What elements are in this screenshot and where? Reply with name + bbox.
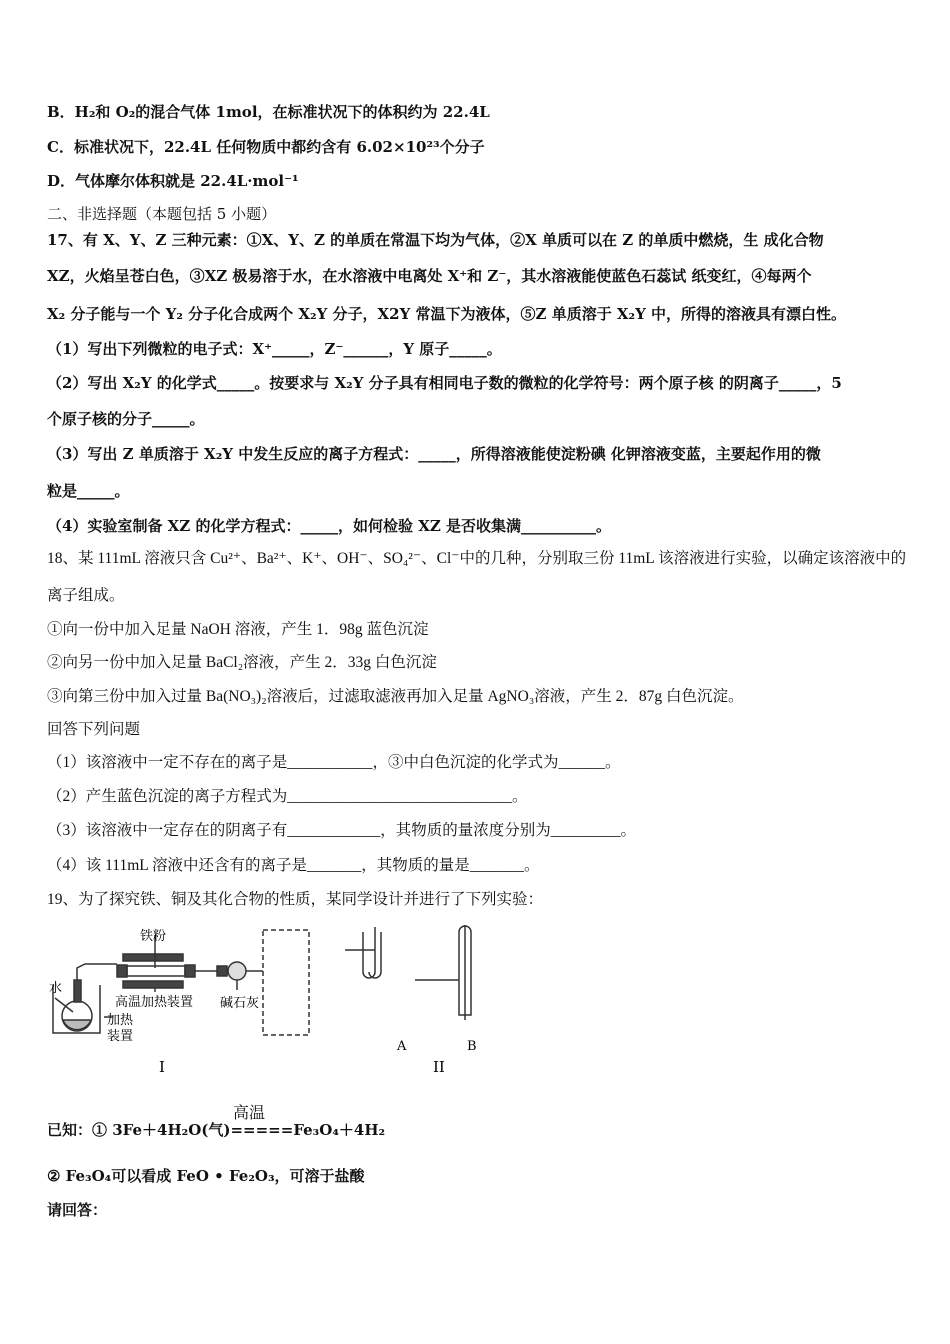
label-tube-b: B [467,1039,477,1054]
q18-part2: （2）产生蓝色沉淀的离子方程式为_____________________________。 [47,788,528,805]
label-figure-1: I [159,1058,165,1076]
please-answer: 请回答： [47,1201,108,1219]
q18-experiment2: ②向另一份中加入足量 BaCl₂溶液，产生 2．33g 白色沉淀 [47,654,437,671]
q17-line2: XZ，火焰呈苍白色，③XZ 极易溶于水，在水溶液中电离处 X⁺和 Z⁻，其水溶液能使蓝色石蕊试 纸变红，④每两个 [47,267,812,285]
q18-part4: （4）该 111mL 溶液中还含有的离子是_______，其物质的量是_______。 [47,857,540,874]
section-heading: 二、非选择题（本题包括 5 小题） [47,205,277,223]
label-furnace: 高温加热装置 [115,995,194,1010]
q18-experiment1: ①向一份中加入足量 NaOH 溶液，产生 1．98g 蓝色沉淀 [47,621,429,638]
q17-line1: 17、有 X、Y、Z 三种元素：①X、Y、Z 的单质在常温下均为气体，②X 单质可以在 Z 的单质中燃烧，生 成化合物 [47,231,824,249]
label-tube-a: A [397,1039,407,1054]
q17-part2-line1: （2）写出 X₂Y 的化学式_____。按要求与 X₂Y 分子具有相同电子数的微粒的化学符号：两个原子核 的阴离子_____，5 [47,374,842,392]
option-b: B．H₂和 O₂的混合气体 1mol，在标准状况下的体积约为 22.4L [47,103,490,121]
q17-part4: （4）实验室制备 XZ 的化学方程式：_____，如何检验 XZ 是否收集满__________。 [47,517,612,535]
q18-line1: 18、某 111mL 溶液只含 Cu²⁺、Ba²⁺、K⁺、OH⁻、SO₄²⁻、Cl⁻中的几种，分别取三份 11mL 该溶液进行实验，以确定该溶液中的 [47,550,907,567]
q18-part3: （3）该溶液中一定存在的阴离子有____________，其物质的量浓度分别为_________。 [47,822,637,839]
known-fact-2: ② Fe₃O₄可以看成 FeO • Fe₂O₃，可溶于盐酸 [47,1167,365,1185]
label-water: 水 [49,981,63,996]
q17-part3-line1: （3）写出 Z 单质溶于 X₂Y 中发生反应的离子方程式：_____，所得溶液能使淀粉碘 化钾溶液变蓝，主要起作用的微 [47,445,821,463]
label-heater-2: 装置 [107,1029,134,1044]
apparatus-diagram [45,920,485,1080]
label-figure-2: II [433,1058,445,1076]
label-heater-1: 加热 [107,1013,134,1028]
label-soda-lime: 碱石灰 [220,996,260,1011]
q17-part3-line2: 粒是_____。 [47,482,130,500]
q17-part1: （1）写出下列微粒的电子式：X⁺_____，Z⁻______，Y 原子_____。 [47,340,502,358]
q18-experiment3: ③向第三份中加入过量 Ba(NO₃)₂溶液后，过滤取滤液再加入足量 AgNO₃溶液，产生 2．87g 白色沉淀。 [47,688,744,705]
q17-part2-line2: 个原子核的分子_____。 [47,410,205,428]
q19-intro: 19、为了探究铁、铜及其化合物的性质，某同学设计并进行了下列实验： [47,891,544,908]
q18-part1: （1）该溶液中一定不存在的离子是___________，③中白色沉淀的化学式为______。 [47,754,621,771]
q17-line3: X₂ 分子能与一个 Y₂ 分子化合成两个 X₂Y 分子，X2Y 常温下为液体，⑤Z 单质溶于 X₂Y 中，所得的溶液具有漂白性。 [47,305,847,323]
q18-answer-prompt: 回答下列问题 [47,721,141,738]
known-fact-1: 已知：① 3Fe＋4H₂O(气)=====Fe₃O₄＋4H₂ [47,1121,386,1139]
reaction-condition: 高温 [233,1103,266,1122]
label-iron-powder: 铁粉 [140,929,167,944]
option-d: D．气体摩尔体积就是 22.4L·mol⁻¹ [47,172,299,190]
option-c: C．标准状况下，22.4L 任何物质中都约含有 6.02×10²³个分子 [47,138,485,156]
q18-line2: 离子组成。 [47,587,125,604]
